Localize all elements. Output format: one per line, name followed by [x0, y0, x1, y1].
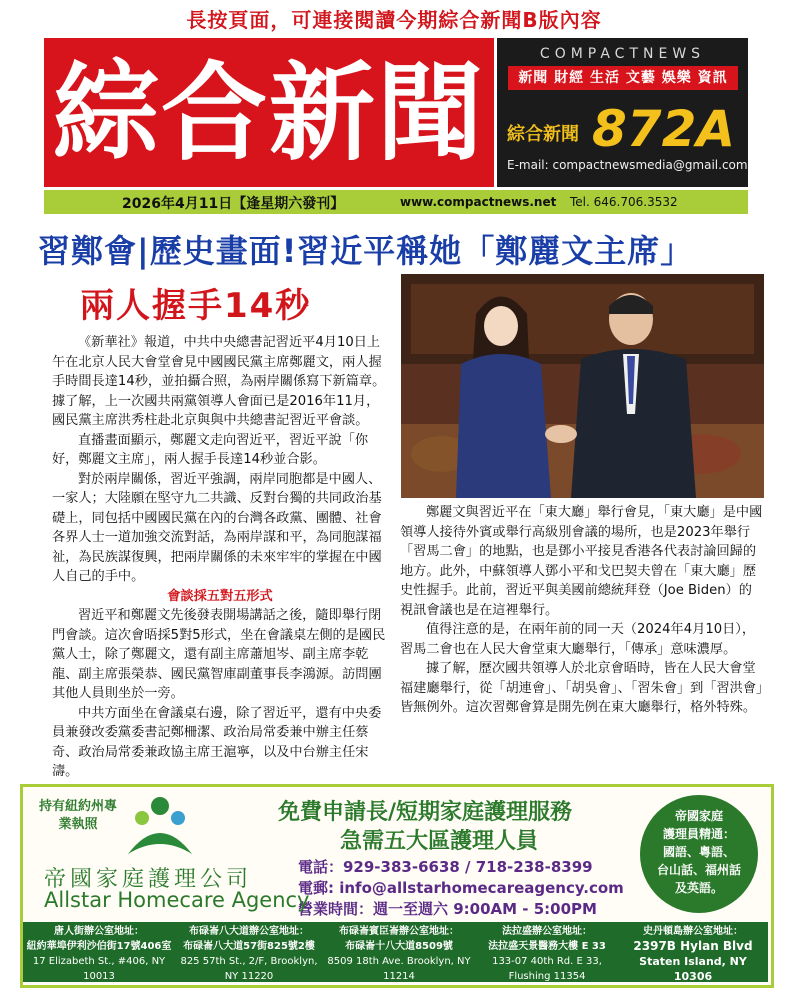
- top-banner[interactable]: 長按頁面，可連接閱讀今期綜合新聞B版內容: [186, 8, 602, 32]
- article-subhead: 兩人握手14秒: [80, 286, 312, 326]
- badge-line: 帝國家庭: [674, 809, 723, 823]
- family-logo-icon: [120, 794, 200, 858]
- office-line2: 8509 18th Ave. Brooklyn, NY 11214: [327, 956, 471, 982]
- website-link[interactable]: www.compactnews.net: [400, 195, 557, 209]
- ad-subtitle: 急需五大區護理人員: [340, 829, 539, 854]
- section-title: 會談採五對五形式: [167, 588, 273, 604]
- compactnews-wordmark: COMPACTNEWS: [539, 46, 706, 62]
- office-line2: Staten Island, NY 10306: [639, 955, 747, 983]
- article-right-column: [400, 503, 764, 718]
- ad-phone[interactable]: 電話：929-383-6638 / 718-238-8399: [298, 858, 593, 876]
- office-line1: 布碌崙八大道57街825號2樓: [183, 941, 315, 952]
- office-line1: 紐約華埠伊利沙伯街17號406室: [26, 941, 172, 952]
- ad-license-note: 持有紐約州專業執照: [38, 799, 117, 832]
- issue-number: 872A: [592, 100, 736, 158]
- sections-strip: 新聞 財經 生活 文藝 娛樂 資訊: [508, 66, 738, 90]
- office-name: 史丹頓島辦公室地址：: [643, 926, 743, 937]
- article-left-column: [52, 333, 388, 782]
- ad-company-en: Allstar Homecare Agency: [44, 888, 310, 912]
- ad-company-cn: 帝國家庭護理公司: [44, 867, 253, 892]
- office-line2: 17 Elizabeth St., #406, NY 10013: [32, 956, 166, 982]
- office-name: 唐人街辦公室地址：: [54, 926, 144, 937]
- office-chinatown: [26, 924, 172, 984]
- issue-label: 綜合新聞: [507, 124, 579, 145]
- ad-hours: 營業時間：週一至週六 9:00AM - 5:00PM: [298, 900, 597, 918]
- paragraph: 習近平和鄭麗文先後發表開場講話之後，隨即舉行閉門會談。這次會晤採5對5形式，坐在會議桌左側的是國民黨人士，除了鄭麗文，還有副主席蕭旭岑、副主席李乾龍、副主席張榮恭、國民黨智庫副董事長李鴻源。訪問團其他人員則坐於一旁。: [52, 608, 386, 701]
- badge-line: 護理員精通：: [662, 827, 735, 841]
- paragraph: 鄭麗文與習近平在「東大廳」舉行會見，「東大廳」是中國領導人接待外賓或舉行高級別會議的場所，也是2023年舉行「習馬二會」的地點，也是鄧小平接見香港各代表討論回歸的地方。此外，中蘇領導人鄧小平和戈巴契夫曾在「東大廳」歷史性握手。此前，習近平與美國前總統拜登（Joe Biden）的視訊會議也是在這裡舉行。: [400, 505, 763, 618]
- office-line2: 133-07 40th Rd. E 33, Flushing 11354: [492, 956, 602, 982]
- office-name: 法拉盛辦公室地址：: [502, 926, 592, 937]
- office-8th-ave: [174, 924, 324, 984]
- office-staten-island: [622, 924, 764, 984]
- office-name: 布碌崙賓臣崙辦公室地址：: [339, 926, 459, 937]
- ad-email[interactable]: 電郵: info@allstarhomecareagency.com: [298, 879, 624, 897]
- office-line2: 825 57th St., 2/F, Brooklyn, NY 11220: [180, 956, 318, 982]
- paragraph: 值得注意的是，在兩年前的同一天（2024年4月10日），習馬二會也在人民大會堂東大廳舉行，「傳承」意味濃厚。: [400, 622, 756, 657]
- language-badge: [640, 795, 758, 913]
- article-headline: 習鄭會|歷史畫面!習近平稱她「鄭麗文主席」: [38, 232, 694, 270]
- paragraph: 中共方面坐在會議桌右邊，除了習近平，還有中央委員兼發改委黨委書記鄭柵潔、政治局常委兼中辦主任蔡奇、政治局常委兼政協主席王滬寧，以及中台辦主任宋濤。: [52, 705, 382, 779]
- masthead-title: 綜合新聞: [53, 50, 485, 175]
- badge-line: 國語、粵語、: [662, 845, 735, 859]
- paragraph: 據了解，歷次國共領導人於北京會晤時，皆在人民大會堂福建廳舉行，從「胡連會」、「胡吳會」、「習朱會」到「習洪會」皆無例外。這次習鄭會算是開先例在東大廳舉行，格外特殊。: [400, 661, 763, 715]
- badge-line: 及英語。: [674, 881, 723, 895]
- ad-title: 免費申請長/短期家庭護理服務: [278, 800, 573, 825]
- masthead-email[interactable]: E-mail: compactnewsmedia@gmail.com: [507, 158, 748, 172]
- office-bensonhurst: [326, 924, 472, 984]
- issue-date: 2026年4月11日【逢星期六發刊】: [122, 196, 345, 212]
- photo-illustration: [401, 274, 764, 498]
- office-line1: 2397B Hylan Blvd: [633, 939, 753, 953]
- badge-line: 台山話、福州話: [656, 863, 741, 877]
- office-name: 布碌崙八大道辦公室地址：: [189, 926, 309, 937]
- paragraph: 直播畫面顯示，鄭麗文走向習近平，習近平說「你好，鄭麗文主席」，兩人握手長達14秒並合影。: [52, 432, 369, 467]
- office-line1: 法拉盛天景醫務大樓 E 33: [488, 941, 606, 952]
- paragraph: 對於兩岸關係，習近平強調，兩岸同胞都是中國人、一家人；大陸願在堅守九二共識、反對台獨的共同政治基礎上，同包括中國國民黨在內的台灣各政黨、團體、社會各界人士一道加強交流對話，為兩岸謀和平，為同胞謀福祉，為民族謀復興，把兩岸關係的未來牢牢的掌握在中國人自己的手中。: [52, 471, 382, 584]
- phone-number: Tel. 646.706.3532: [570, 195, 678, 209]
- paragraph: 《新華社》報道，中共中央總書記習近平4月10日上午在北京人民大會堂會見中國國民黨主席鄭麗文，兩人握手時間長達14秒，並拍攝合照，為兩岸關係寫下新篇章。據了解，上一次國共兩黨領導人會面已是2016年11月，國民黨主席洪秀柱赴北京與與中共總書記習近平會談。: [52, 335, 386, 428]
- office-line1: 布碌崙十八大道8509號: [345, 941, 453, 952]
- handshake-photo: [401, 274, 764, 498]
- office-flushing: [474, 924, 620, 984]
